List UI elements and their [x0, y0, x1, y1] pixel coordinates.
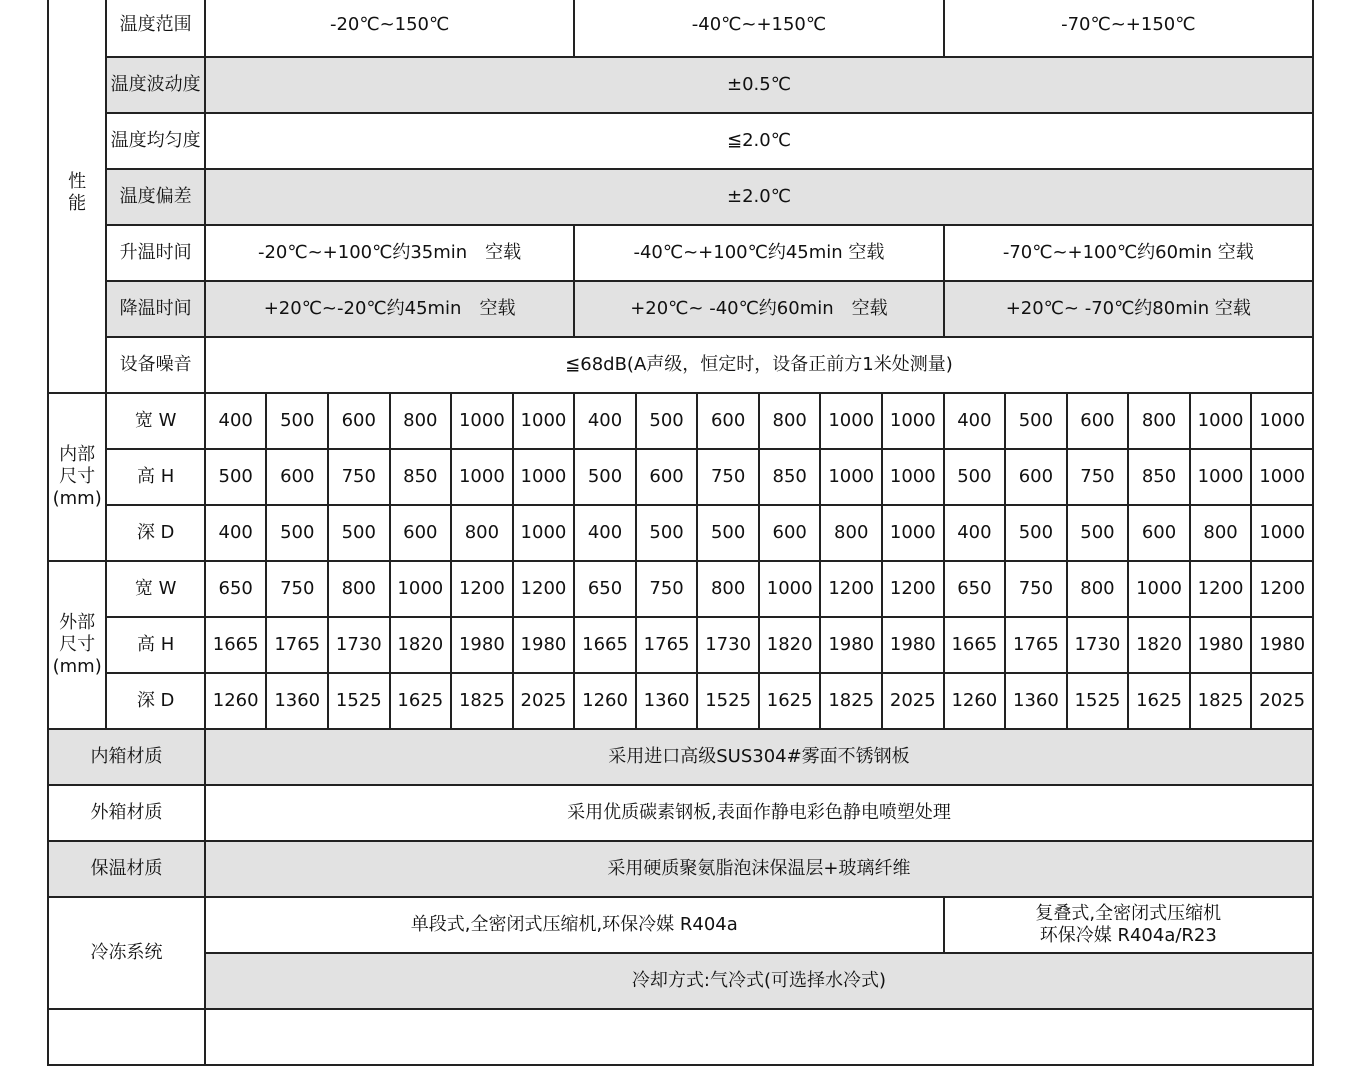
row-label: 宽 W: [106, 393, 205, 449]
size-cell: 1000: [1128, 561, 1190, 617]
size-cell: 500: [1005, 393, 1067, 449]
size-cell: 2025: [1251, 673, 1313, 729]
row-label: 深 D: [106, 505, 205, 561]
table-row: [48, 281, 1313, 337]
size-cell: 500: [205, 449, 267, 505]
size-cell: 1000: [882, 393, 944, 449]
table-row: [48, 0, 1313, 57]
table-row: [48, 57, 1313, 113]
row-label: 温度波动度: [106, 57, 205, 113]
size-cell: 1625: [390, 673, 452, 729]
size-cell: 1730: [697, 617, 759, 673]
size-cell: 600: [390, 505, 452, 561]
table-row: [48, 673, 1313, 729]
table-row: [48, 953, 1313, 1009]
size-cell: 1000: [759, 561, 821, 617]
size-cell: 1820: [759, 617, 821, 673]
size-cell: 1820: [390, 617, 452, 673]
size-cell: 1000: [513, 449, 575, 505]
size-cell: 1360: [266, 673, 328, 729]
row-label: 降温时间: [106, 281, 205, 337]
size-cell: 850: [390, 449, 452, 505]
size-cell: 1525: [697, 673, 759, 729]
group-label-inner-size: 内部 尺寸 (mm): [48, 393, 106, 561]
size-cell: 1200: [1251, 561, 1313, 617]
size-cell: 1200: [820, 561, 882, 617]
size-cell: 800: [697, 561, 759, 617]
size-cell: 1000: [1251, 505, 1313, 561]
size-cell: 1980: [451, 617, 513, 673]
size-cell: 750: [328, 449, 390, 505]
value-cell: ≦68dB(A声级，恒定时，设备正前方1米处测量): [205, 337, 1313, 393]
spec-table: [47, 0, 1314, 1066]
size-cell: 500: [636, 393, 698, 449]
value-cell: ±2.0℃: [205, 169, 1313, 225]
value-cell: +20℃~ -70℃约80min 空载: [944, 281, 1313, 337]
size-cell: 1665: [574, 617, 636, 673]
value-cell: 采用优质碳素钢板,表面作静电彩色静电喷塑处理: [205, 785, 1313, 841]
row-label: [48, 1009, 205, 1065]
group-label-performance: 性 能: [48, 0, 106, 393]
group-label-outer-size: 外部 尺寸 (mm): [48, 561, 106, 729]
size-cell: 500: [697, 505, 759, 561]
size-cell: 500: [574, 449, 636, 505]
size-cell: 800: [820, 505, 882, 561]
size-cell: 600: [266, 449, 328, 505]
row-label: 宽 W: [106, 561, 205, 617]
size-cell: 1980: [1251, 617, 1313, 673]
value-cell: -40℃~+150℃: [574, 0, 943, 57]
size-cell: 1525: [328, 673, 390, 729]
size-cell: 800: [1190, 505, 1252, 561]
size-cell: 1525: [1067, 673, 1129, 729]
size-cell: 750: [636, 561, 698, 617]
size-cell: 1980: [1190, 617, 1252, 673]
size-cell: 600: [1128, 505, 1190, 561]
size-cell: 1825: [820, 673, 882, 729]
table-row: [48, 729, 1313, 785]
value-cell: 采用硬质聚氨脂泡沫保温层+玻璃纤维: [205, 841, 1313, 897]
size-cell: 400: [205, 505, 267, 561]
size-cell: 1820: [1128, 617, 1190, 673]
value-cell: -70℃~+150℃: [944, 0, 1313, 57]
size-cell: 1000: [513, 393, 575, 449]
size-cell: 800: [451, 505, 513, 561]
size-cell: 1000: [1190, 449, 1252, 505]
value-cell: ±0.5℃: [205, 57, 1313, 113]
size-cell: 500: [266, 393, 328, 449]
table-row: [48, 785, 1313, 841]
size-cell: 1765: [636, 617, 698, 673]
size-cell: 1825: [451, 673, 513, 729]
size-cell: 1260: [574, 673, 636, 729]
row-label: 高 H: [106, 617, 205, 673]
size-cell: 1625: [1128, 673, 1190, 729]
size-cell: 2025: [513, 673, 575, 729]
size-cell: 750: [1005, 561, 1067, 617]
row-label: 温度范围: [106, 0, 205, 57]
table-row: [48, 897, 1313, 953]
size-cell: 1360: [1005, 673, 1067, 729]
size-cell: 750: [1067, 449, 1129, 505]
table-row: [48, 393, 1313, 449]
table-row: [48, 841, 1313, 897]
size-cell: 1000: [882, 505, 944, 561]
size-cell: 1730: [328, 617, 390, 673]
size-cell: 1000: [1190, 393, 1252, 449]
size-cell: 1665: [944, 617, 1006, 673]
row-label: 深 D: [106, 673, 205, 729]
size-cell: 500: [328, 505, 390, 561]
size-cell: 1000: [451, 449, 513, 505]
size-cell: 800: [1067, 561, 1129, 617]
size-cell: 1625: [759, 673, 821, 729]
table-row: [48, 225, 1313, 281]
size-cell: 850: [759, 449, 821, 505]
table-row: [48, 113, 1313, 169]
size-cell: 800: [1128, 393, 1190, 449]
size-cell: 400: [574, 505, 636, 561]
size-cell: 1000: [1251, 449, 1313, 505]
size-cell: 1825: [1190, 673, 1252, 729]
value-cell: -20℃~+100℃约35min 空载: [205, 225, 574, 281]
table-row: [48, 449, 1313, 505]
size-cell: 1260: [205, 673, 267, 729]
size-cell: 1665: [205, 617, 267, 673]
size-cell: 1765: [266, 617, 328, 673]
size-cell: 500: [1005, 505, 1067, 561]
row-label: 保温材质: [48, 841, 205, 897]
row-label: 高 H: [106, 449, 205, 505]
size-cell: 1260: [944, 673, 1006, 729]
value-cell: -70℃~+100℃约60min 空载: [944, 225, 1313, 281]
value-cell: -40℃~+100℃约45min 空载: [574, 225, 943, 281]
size-cell: 1360: [636, 673, 698, 729]
row-label: 内箱材质: [48, 729, 205, 785]
table-row: [48, 561, 1313, 617]
value-cell: [205, 1009, 1313, 1065]
size-cell: 1980: [882, 617, 944, 673]
value-cell: 单段式,全密闭式压缩机,环保冷媒 R404a: [205, 897, 944, 953]
size-cell: 1000: [820, 393, 882, 449]
size-cell: 1730: [1067, 617, 1129, 673]
size-cell: 1000: [882, 449, 944, 505]
row-label: 温度均匀度: [106, 113, 205, 169]
size-cell: 600: [1005, 449, 1067, 505]
row-label: 设备噪音: [106, 337, 205, 393]
size-cell: 500: [1067, 505, 1129, 561]
size-cell: 1980: [513, 617, 575, 673]
size-cell: 400: [205, 393, 267, 449]
size-cell: 650: [574, 561, 636, 617]
size-cell: 800: [390, 393, 452, 449]
size-cell: 800: [328, 561, 390, 617]
size-cell: 1200: [451, 561, 513, 617]
size-cell: 400: [944, 505, 1006, 561]
table-row: [48, 505, 1313, 561]
size-cell: 600: [1067, 393, 1129, 449]
size-cell: 1200: [513, 561, 575, 617]
row-label: 温度偏差: [106, 169, 205, 225]
size-cell: 1000: [1251, 393, 1313, 449]
value-cell: ≦2.0℃: [205, 113, 1313, 169]
size-cell: 500: [636, 505, 698, 561]
table-row: [48, 617, 1313, 673]
value-cell: 复叠式,全密闭式压缩机 环保冷媒 R404a/R23: [944, 897, 1313, 953]
value-cell: +20℃~ -40℃约60min 空载: [574, 281, 943, 337]
value-cell: 冷却方式:气冷式(可选择水冷式): [205, 953, 1313, 1009]
size-cell: 600: [328, 393, 390, 449]
size-cell: 2025: [882, 673, 944, 729]
value-cell: 采用进口高级SUS304#雾面不锈钢板: [205, 729, 1313, 785]
row-label: 升温时间: [106, 225, 205, 281]
size-cell: 650: [205, 561, 267, 617]
size-cell: 750: [697, 449, 759, 505]
size-cell: 600: [636, 449, 698, 505]
size-cell: 1000: [451, 393, 513, 449]
size-cell: 1980: [820, 617, 882, 673]
size-cell: 750: [266, 561, 328, 617]
size-cell: 1000: [820, 449, 882, 505]
size-cell: 600: [759, 505, 821, 561]
size-cell: 1765: [1005, 617, 1067, 673]
size-cell: 650: [944, 561, 1006, 617]
row-label: 外箱材质: [48, 785, 205, 841]
size-cell: 600: [697, 393, 759, 449]
size-cell: 400: [574, 393, 636, 449]
table-row: [48, 169, 1313, 225]
value-cell: +20℃~-20℃约45min 空载: [205, 281, 574, 337]
size-cell: 500: [266, 505, 328, 561]
size-cell: 500: [944, 449, 1006, 505]
size-cell: 1000: [513, 505, 575, 561]
size-cell: 800: [759, 393, 821, 449]
size-cell: 400: [944, 393, 1006, 449]
size-cell: 850: [1128, 449, 1190, 505]
value-cell: -20℃~150℃: [205, 0, 574, 57]
size-cell: 1000: [390, 561, 452, 617]
row-label: 冷冻系统: [48, 897, 205, 1009]
table-row: [48, 337, 1313, 393]
table-row: [48, 1009, 1313, 1065]
size-cell: 1200: [882, 561, 944, 617]
size-cell: 1200: [1190, 561, 1252, 617]
